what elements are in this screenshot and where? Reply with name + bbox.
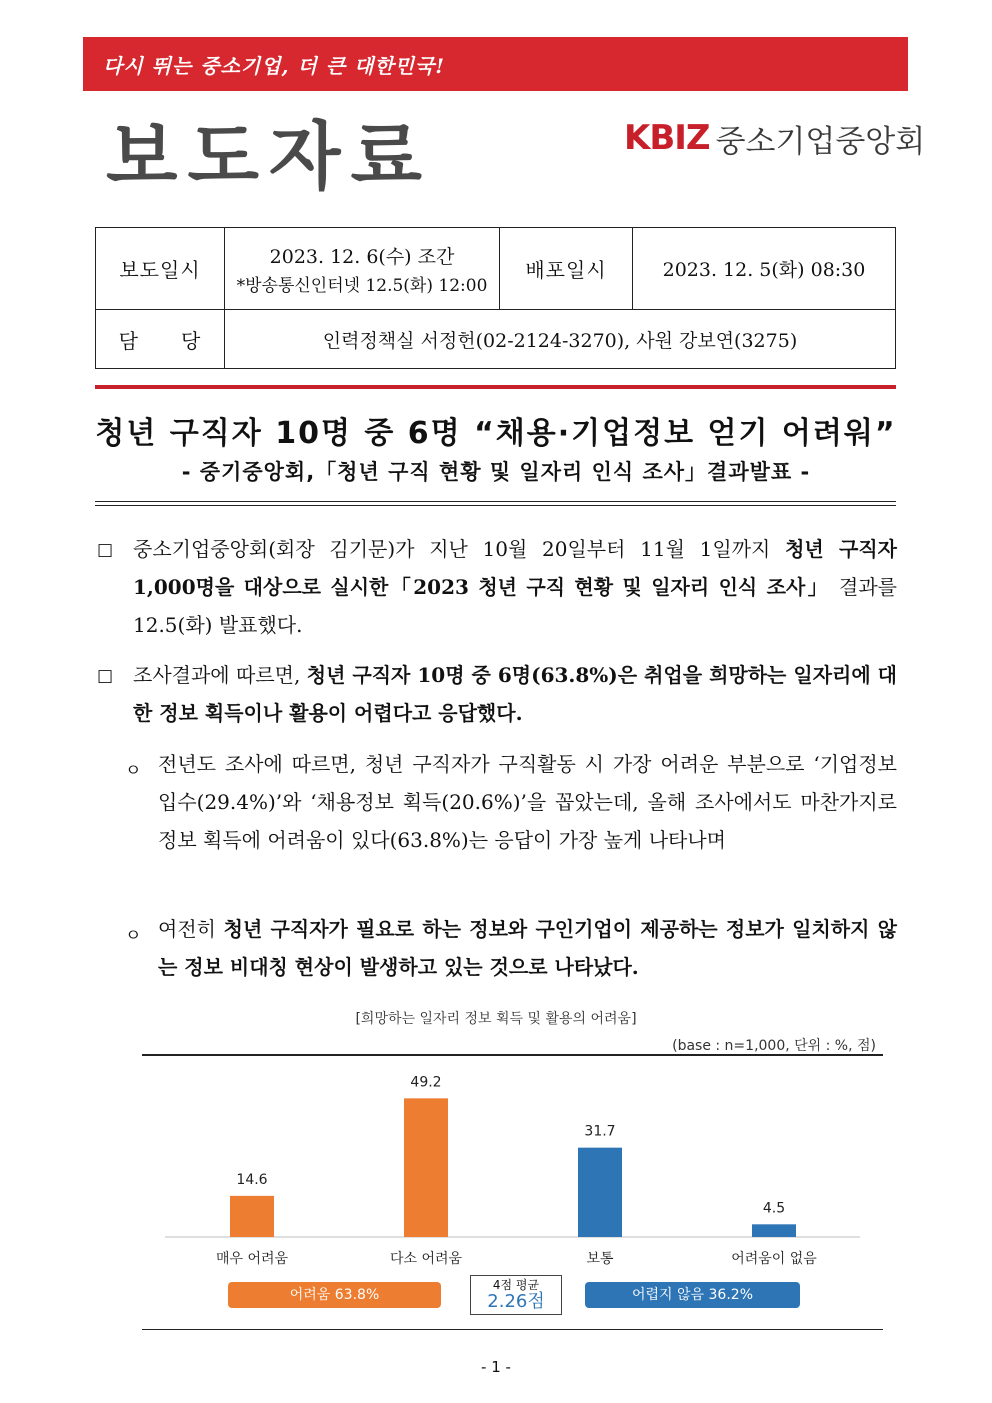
p2-text-a: 조사결과에 따르면, [133, 663, 307, 687]
bar-value-label: 49.2 [410, 1074, 442, 1091]
category-label: 다소 어려움 [389, 1251, 463, 1267]
p4-text-a: 여전히 [158, 917, 224, 941]
p2-text-b: 청년 구직자 10명 중 6명(63.8%)은 취업을 희망하는 일자리에 대한 정보 획득이나 활용이 어렵다고 응답했다. [133, 663, 897, 725]
p4-text-b: 청년 구직자가 필요로 하는 정보와 구인기업이 제공하는 정보가 일치하지 않는 정보 비대칭 현상이 발생하고 있는 것으로 나타났다. [158, 917, 897, 979]
slogan-text: 다시 뛰는 중소기업, 더 큰 대한민국! [103, 54, 446, 78]
chart-base-note: (base : n=1,000, 단위 : %, 점) [672, 1038, 876, 1054]
contact-label: 담 당 [96, 310, 225, 369]
bar-3 [578, 1148, 622, 1237]
distribution-value: 2023. 12. 5(화) 08:30 [633, 228, 896, 310]
summary-difficult-pill: 어려움 63.8% [228, 1282, 441, 1308]
contact-value: 인력정책실 서정헌(02-2124-3270), 사원 강보연(3275) [225, 310, 896, 369]
p1-text-b: 청년 구직자 1,000명을 대상으로 실시한「2023 청년 구직 현황 및 일자리 인식 조사」 [133, 537, 897, 599]
average-score-box [470, 1275, 562, 1315]
page-number: - 1 - [481, 1358, 511, 1376]
bar-4 [752, 1224, 796, 1237]
bullet-square: □ [97, 540, 114, 560]
distribution-label: 배포일시 [500, 228, 633, 310]
category-label: 보통 [586, 1251, 614, 1267]
category-label: 매우 어려움 [215, 1251, 289, 1267]
summary-not-difficult-pill: 어렵지 않음 36.2% [585, 1282, 800, 1308]
release-label: 보도일시 [96, 228, 225, 310]
bar-value-label: 4.5 [762, 1200, 786, 1217]
average-value: 2.26점 [487, 1291, 545, 1312]
headline-subtitle: - 중기중앙회,「청년 구직 현황 및 일자리 인식 조사」결과발표 - [181, 460, 811, 484]
average-label: 4점 평균 [492, 1278, 540, 1292]
chart-title: [희망하는 일자리 정보 획득 및 활용의 어려움] [355, 1011, 637, 1027]
headline-title: 청년 구직자 10명 중 6명 “채용·기업정보 얻기 어려워” [95, 416, 897, 451]
category-label: 어려움이 없음 [731, 1251, 817, 1267]
bar-value-label: 31.7 [584, 1123, 616, 1140]
bullet-square: □ [97, 666, 114, 686]
release-note: *방송통신인터넷 12.5(화) 12:00 [236, 275, 488, 296]
kbiz-logo-org: 중소기업중앙회 [715, 123, 926, 160]
bar-value-label: 14.6 [236, 1171, 268, 1188]
bullet-circle: ㅇ [125, 926, 142, 946]
p1-text-a: 중소기업중앙회(회장 김기문)가 지난 10월 20일부터 11월 1일까지 [133, 537, 786, 561]
release-value: 2023. 12. 6(수) 조간 [269, 245, 455, 268]
bullet-circle: ㅇ [125, 761, 142, 781]
kbiz-logo-mark: KBIZ [624, 118, 710, 158]
paragraph-3: 전년도 조사에 따르면, 청년 구직자가 구직활동 시 가장 어려운 부분으로 ‘기업정보 입수(29.4%)’와 ‘채용정보 획득(20.6%)’을 꼽았는데, 올해 조사에서도 마찬가지로 정보 획득에 어려움이 있다(63.8%)는 응답이 가장 높게 나타나며 [158, 752, 897, 852]
bar-2 [404, 1098, 448, 1237]
bar-1 [230, 1196, 274, 1237]
chart-bottom-rule [142, 1329, 883, 1330]
doc-type-title: 보도자료 [106, 114, 432, 200]
p1-text-c: 결과를 12.5(화) 발표했다. [133, 575, 897, 637]
